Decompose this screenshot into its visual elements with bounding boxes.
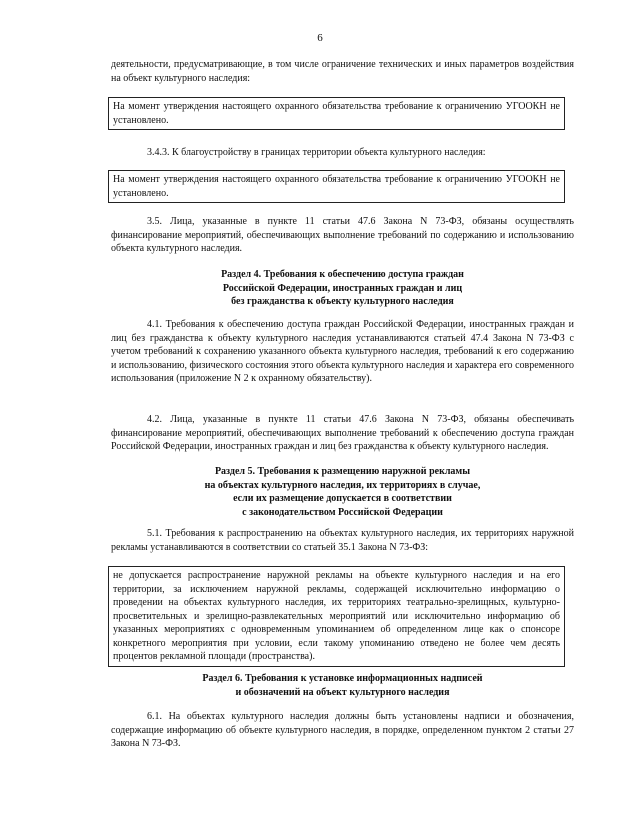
section-5-heading [111,465,574,519]
section-4-heading-line: Раздел 4. Требования к обеспечению доступа граждан [221,269,464,280]
paragraph-4-2: 4.2. Лица, указанные в пункте 11 статьи 47.6 Закона N 73-ФЗ, обязаны обеспечивать финансирование мероприятий, обеспечивающих выполнение требований к обеспечению доступа граждан Российской Федерации, иностранных граждан и лиц без гражданства к объекту культурного наследия. [111,414,574,452]
requirement-box-2: На момент утверждения настоящего охранного обязательства требование к ограничению УГООКН не установлено. [108,170,565,203]
paragraph-4-1: 4.1. Требования к обеспечению доступа граждан Российской Федерации, иностранных граждан и лиц без гражданства к объекту культурного наследия устанавливаются статьей 47.4 Закона N 73-ФЗ с учетом требований к сохранению указанного объекта культурного наследия, требований к его содержанию и использованию, физического состояния этого объекта культурного наследия и характера его современного использования (приложение N 2 к охранному обязательству). [111,319,574,384]
section-5-heading-line: если их размещение допускается в соответствии [233,493,452,504]
paragraph-intro: деятельности, предусматривающие, в том числе ограничение технических и иных параметров воздействия на объект культурного наследия: [111,59,574,84]
page-number: 6 [317,32,323,44]
section-4-heading [111,268,574,309]
section-5-heading-line: Раздел 5. Требования к размещению наружной рекламы [214,466,471,477]
paragraph-5-1: 5.1. Требования к распространению на объектах культурного наследия, их территориях наружной рекламы устанавливаются в соответствии со статьей 35.1 Закона N 73-ФЗ: [111,528,574,553]
section-5-heading-line: на объектах культурного наследия, их территориях в случае, [204,479,481,491]
requirement-box-1: На момент утверждения настоящего охранного обязательства требование к ограничению УГООКН не установлено. [108,97,565,130]
section-6-heading-line: Раздел 6. Требования к установке информационных надписей [202,673,483,684]
paragraph-3-5: 3.5. Лица, указанные в пункте 11 статьи 47.6 Закона N 73-ФЗ, обязаны осуществлять финансирование мероприятий, обеспечивающих выполнение требований по содержанию и использованию объекта культурного наследия. [111,216,574,254]
section-6-heading [111,672,574,699]
section-6-heading-line: и обозначений на объект культурного наследия [235,686,450,698]
section-4-heading-line: Российской Федерации, иностранных граждан и лиц [222,282,463,294]
section-5-heading-line: с законодательством Российской Федерации [242,506,443,518]
section-4-heading-line: без гражданства к объекту культурного наследия [231,296,454,307]
paragraph-6-1: 6.1. На объектах культурного наследия должны быть установлены надписи и обозначения, содержащие информацию об объекте культурного наследия, в порядке, определенном пунктом 2 статьи 27 Закона N 73-ФЗ. [111,711,574,749]
paragraph-3-4-3: 3.4.3. К благоустройству в границах территории объекта культурного наследия: [147,147,486,158]
requirement-box-3: не допускается распространение наружной рекламы на объекте культурного наследия и на его территории, за исключением наружной рекламы, содержащей исключительно информацию о проведении на объектах культурного наследия, их территориях театрально-зрелищных, культурно-просветительных и зрелищно-развлекательных мероприятий или исключительно информацию об указанных мероприятиях с одновременным упоминанием об определенном лице как о спонсоре конкретного мероприятия при условии, если такому упоминанию отведено не более чем десять процентов рекламной площади (пространства). [108,566,565,667]
